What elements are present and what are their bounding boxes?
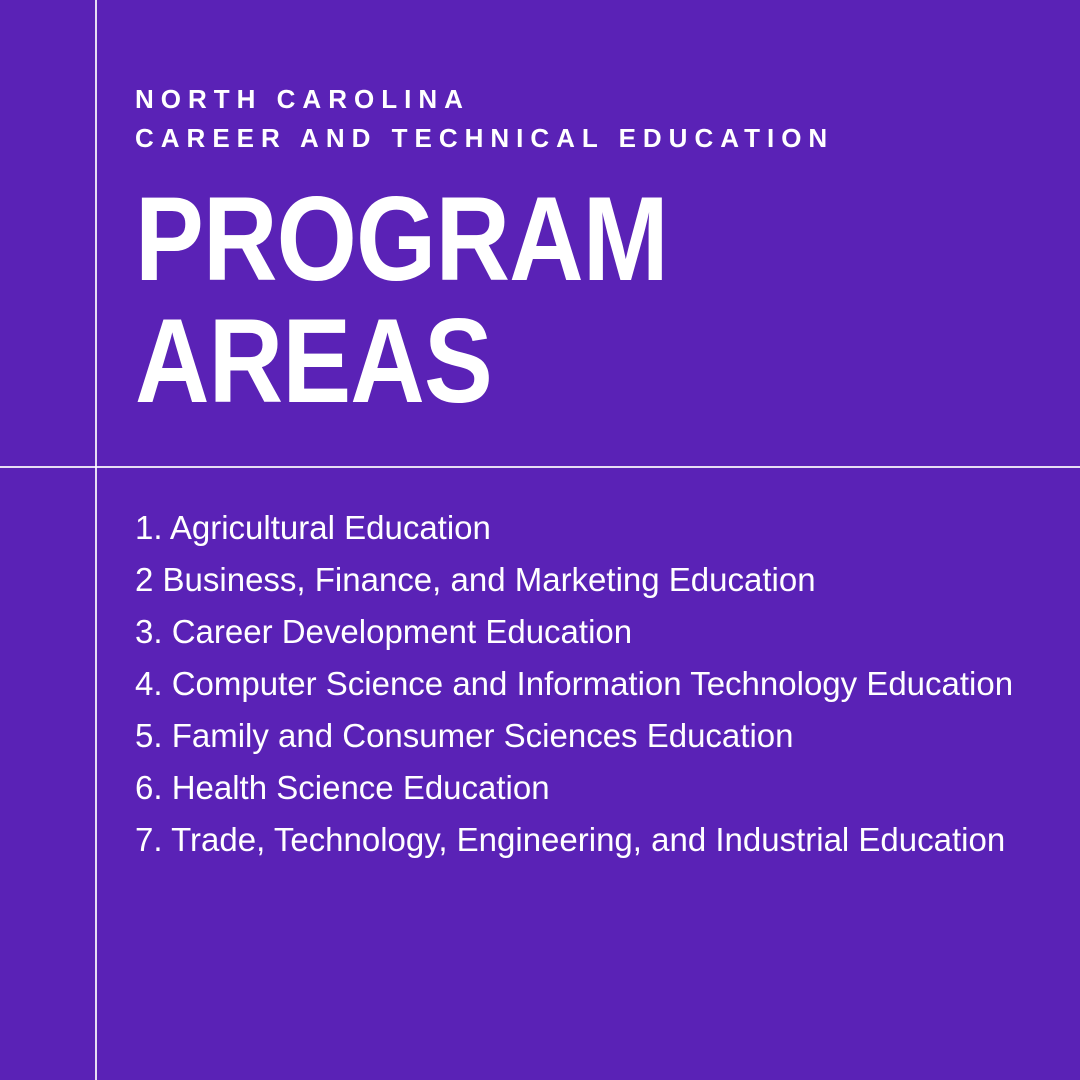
page-title — [135, 172, 755, 428]
list-item: 4. Computer Science and Information Technology Education — [135, 665, 1014, 702]
list-item: 7. Trade, Technology, Engineering, and Industrial Education — [135, 821, 1006, 858]
program-areas-list — [135, 502, 1035, 866]
list-item: 6. Health Science Education — [135, 769, 550, 806]
header-line-state: NORTH CAROLINA — [135, 84, 470, 114]
title-line-2: AREAS — [135, 294, 492, 428]
list-item: 2 Business, Finance, and Marketing Education — [135, 561, 816, 598]
list-item: 1. Agricultural Education — [135, 509, 491, 546]
header-line-department: CAREER AND TECHNICAL EDUCATION — [135, 123, 835, 153]
list-item: 3. Career Development Education — [135, 613, 633, 650]
title-line-1: PROGRAM — [135, 172, 668, 306]
vertical-divider — [95, 0, 97, 1080]
header-eyebrow — [135, 80, 834, 158]
horizontal-divider — [0, 466, 1080, 468]
list-item: 5. Family and Consumer Sciences Education — [135, 717, 794, 754]
